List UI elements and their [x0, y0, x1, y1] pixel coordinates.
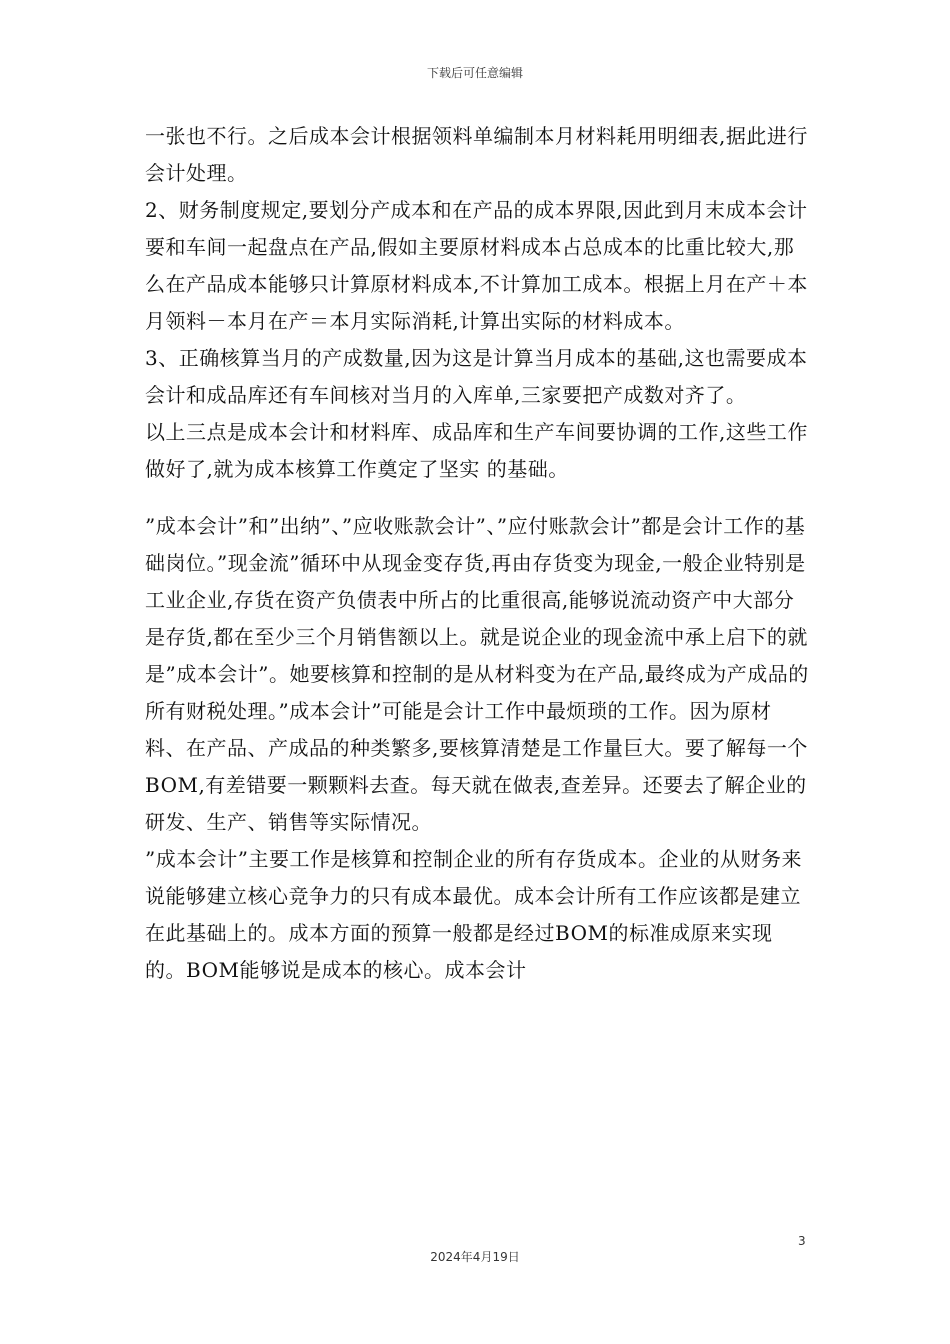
- paragraph-cost-accounting-work: ”成本会计”主要工作是核算和控制企业的所有存货成本。企业的从财务来说能够建立核心竞争力的只有成本最优。成本会计所有工作应该都是建立在此基础上的。成本方面的预算一般都是经过BOM的标准成原来实现的。BOM能够说是成本的核心。成本会计: [145, 847, 802, 982]
- paragraph-cost-accounting-role: ”成本会计”和”出纳”、”应收账款会计”、”应付账款会计”都是会计工作的基础岗位。”现金流”循环中从现金变存货,再由存货变为现金,一般企业特别是工业企业,存货在资产负债表中所占的比重很高,能够说流动资产中大部分是存货,都在至少三个月销售额以上。就是说企业的现金流中承上启下的就是”成本会计”。她要核算和控制的是从材料变为在产品,最终成为产成品的所有财税处理。”成本会计”可能是会计工作中最烦琐的工作。因为原材料、在产品、产成品的种类繁多,要核算清楚是工作量巨大。要了解每一个BOM,有差错要一颗颗料去查。每天就在做表,查差异。还要去了解企业的研发、生产、销售等实际情况。: [145, 514, 809, 834]
- page-number: 3: [798, 1234, 806, 1248]
- paragraph-continuation: 一张也不行。之后成本会计根据领料单编制本月材料耗用明细表,据此进行会计处理。: [145, 124, 808, 185]
- paragraph-summary: 以上三点是成本会计和材料库、成品库和生产车间要协调的工作,这些工作做好了,就为成本核算工作奠定了坚实 的基础。: [145, 420, 808, 481]
- footer-date: 2024年4月19日: [430, 1250, 520, 1264]
- paragraph-item-3: 3、正确核算当月的产成数量,因为这是计算当月成本的基础,这也需要成本会计和成品库还有车间核对当月的入库单,三家要把产成数对齐了。: [145, 346, 808, 407]
- document-body: [145, 118, 810, 989]
- paragraph-item-2: 2、财务制度规定,要划分产成本和在产品的成本界限,因此到月末成本会计要和车间一起盘点在产品,假如主要原材料成本占总成本的比重比较大,那么在产品成本能够只计算原材料成本,不计算加工成本。根据上月在产＋本月领料－本月在产＝本月实际消耗,计算出实际的材料成本。: [145, 198, 808, 333]
- page-header: 下载后可任意编辑: [426, 66, 523, 80]
- paragraph-spacer: [145, 488, 810, 508]
